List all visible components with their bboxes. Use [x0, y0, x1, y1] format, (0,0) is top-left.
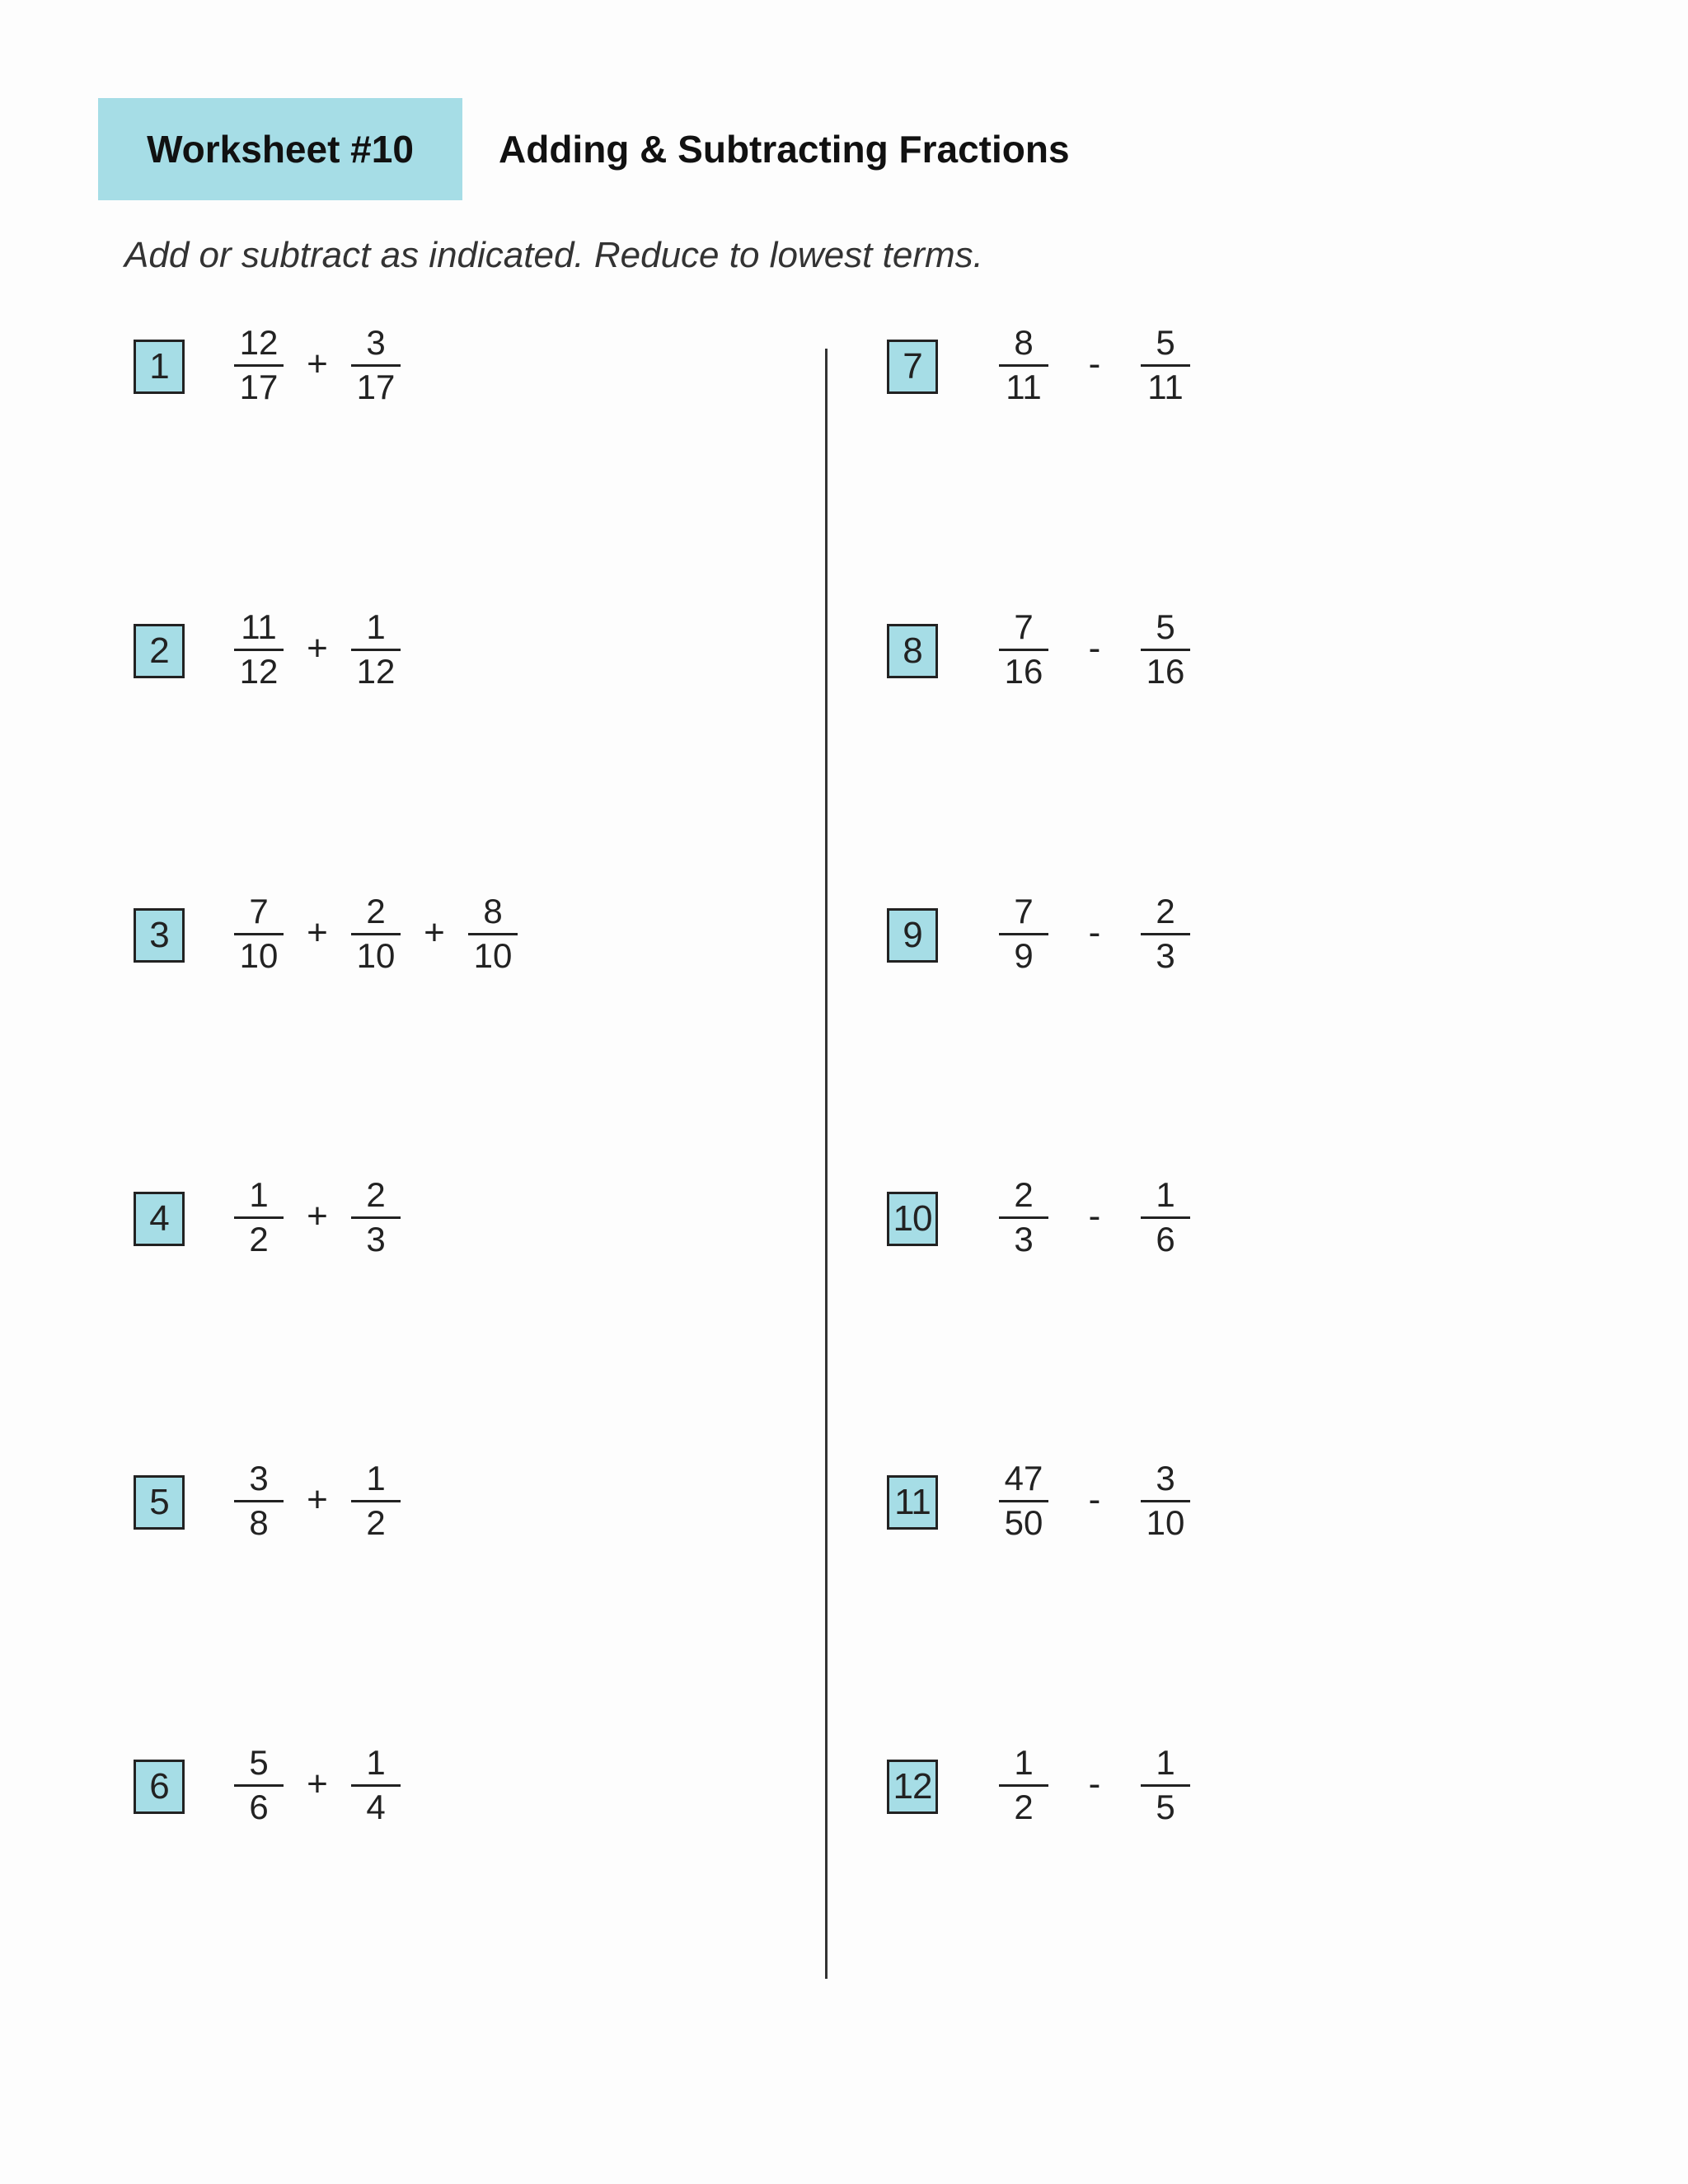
column-divider [825, 349, 828, 1979]
denominator: 16 [1146, 652, 1185, 691]
plus-sign: + [307, 1196, 328, 1236]
problem-number-box: 2 [134, 624, 185, 678]
numerator: 2 [1156, 892, 1175, 930]
denominator: 10 [356, 936, 396, 975]
denominator: 6 [249, 1788, 269, 1826]
fraction [1141, 1459, 1190, 1541]
numerator: 47 [1004, 1459, 1043, 1497]
minus-sign: - [1088, 628, 1101, 668]
numerator: 1 [366, 1459, 386, 1497]
problem-number-box: 3 [134, 908, 185, 963]
problem-10 [0, 1175, 1688, 1258]
fraction-bar [1141, 1500, 1190, 1502]
fraction-bar [999, 1500, 1048, 1502]
denominator: 12 [239, 652, 279, 691]
fraction [999, 1175, 1048, 1258]
numerator: 12 [239, 323, 279, 362]
numerator: 1 [1156, 1743, 1175, 1782]
denominator: 50 [1004, 1503, 1043, 1542]
denominator: 10 [1146, 1503, 1185, 1542]
numerator: 2 [1014, 1175, 1034, 1214]
numerator: 2 [366, 892, 386, 930]
denominator: 12 [356, 652, 396, 691]
numerator: 3 [366, 323, 386, 362]
denominator: 4 [366, 1788, 386, 1826]
denominator: 17 [239, 368, 279, 406]
minus-sign: - [1088, 344, 1101, 384]
minus-sign: - [1088, 912, 1101, 953]
numerator: 11 [241, 607, 277, 646]
numerator: 5 [1156, 323, 1175, 362]
problem-number-box: 1 [134, 340, 185, 394]
fraction [999, 607, 1048, 690]
fraction-bar [1141, 649, 1190, 651]
fraction [1141, 323, 1190, 405]
fraction-bar [999, 1216, 1048, 1219]
numerator: 1 [249, 1175, 269, 1214]
fraction-bar [1141, 1216, 1190, 1219]
minus-sign: - [1088, 1479, 1101, 1520]
problem-9 [0, 892, 1688, 974]
denominator: 5 [1156, 1788, 1175, 1826]
numerator: 7 [249, 892, 269, 930]
problem-7 [0, 323, 1688, 405]
fraction [999, 892, 1048, 974]
worksheet-label: Worksheet #10 [98, 98, 462, 200]
fraction-bar [1141, 364, 1190, 367]
plus-sign: + [307, 912, 328, 953]
denominator: 11 [1147, 368, 1184, 406]
numerator: 5 [1156, 607, 1175, 646]
fraction-bar [999, 933, 1048, 935]
denominator: 9 [1014, 936, 1034, 975]
problem-number-box: 11 [887, 1475, 938, 1530]
denominator: 2 [1014, 1788, 1034, 1826]
plus-sign: + [424, 912, 445, 953]
denominator: 11 [1006, 368, 1042, 406]
numerator: 3 [1156, 1459, 1175, 1497]
problem-number-box: 9 [887, 908, 938, 963]
page-title: Adding & Subtracting Fractions [499, 128, 1070, 171]
denominator: 2 [366, 1503, 386, 1542]
denominator: 2 [249, 1220, 269, 1258]
numerator: 7 [1014, 892, 1034, 930]
problem-11 [0, 1459, 1688, 1541]
problem-number-box: 12 [887, 1760, 938, 1814]
fraction [1141, 1175, 1190, 1258]
minus-sign: - [1088, 1764, 1101, 1804]
fraction [999, 1743, 1048, 1825]
denominator: 3 [1014, 1220, 1034, 1258]
denominator: 3 [366, 1220, 386, 1258]
problem-number-box: 5 [134, 1475, 185, 1530]
fraction-bar [1141, 933, 1190, 935]
numerator: 1 [1156, 1175, 1175, 1214]
fraction [1141, 607, 1190, 690]
numerator: 1 [366, 607, 386, 646]
fraction-bar [1141, 1784, 1190, 1787]
numerator: 1 [1014, 1743, 1034, 1782]
plus-sign: + [307, 344, 328, 384]
denominator: 10 [239, 936, 279, 975]
numerator: 8 [1014, 323, 1034, 362]
problem-number-box: 4 [134, 1192, 185, 1246]
denominator: 17 [356, 368, 396, 406]
numerator: 2 [366, 1175, 386, 1214]
denominator: 6 [1156, 1220, 1175, 1258]
plus-sign: + [307, 628, 328, 668]
plus-sign: + [307, 1479, 328, 1520]
numerator: 7 [1014, 607, 1034, 646]
numerator: 5 [249, 1743, 269, 1782]
instructions: Add or subtract as indicated. Reduce to lowest terms. [124, 235, 983, 275]
problem-number-box: 8 [887, 624, 938, 678]
fraction-bar [999, 364, 1048, 367]
fraction [1141, 892, 1190, 974]
denominator: 16 [1004, 652, 1043, 691]
problem-12 [0, 1743, 1688, 1825]
numerator: 8 [483, 892, 503, 930]
fraction [999, 323, 1048, 405]
problem-8 [0, 607, 1688, 690]
problem-number-box: 10 [887, 1192, 938, 1246]
problem-number-box: 6 [134, 1760, 185, 1814]
plus-sign: + [307, 1764, 328, 1804]
fraction-bar [999, 649, 1048, 651]
denominator: 8 [249, 1503, 269, 1542]
fraction [1141, 1743, 1190, 1825]
fraction [999, 1459, 1048, 1541]
denominator: 10 [473, 936, 513, 975]
fraction-bar [999, 1784, 1048, 1787]
minus-sign: - [1088, 1196, 1101, 1236]
numerator: 1 [366, 1743, 386, 1782]
denominator: 3 [1156, 936, 1175, 975]
problem-number-box: 7 [887, 340, 938, 394]
numerator: 3 [249, 1459, 269, 1497]
